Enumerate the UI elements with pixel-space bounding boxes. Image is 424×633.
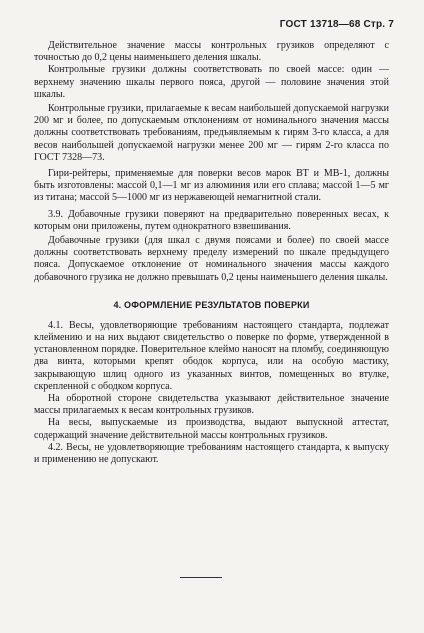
paragraph: Контрольные грузики, прилагаемые к весам наибольшей допускаемой нагрузки 200 мг и более, по допускаемым отклонениям от номинального значения массы должны соответствовать требованиям, предъявляемым к гирям 3-го класса, а для весов наибольшей допускаемой нагрузки менее 200 мг — гирям 2-го класса по ГОСТ 7328—73.: [34, 103, 389, 163]
paragraph: На оборотной стороне свидетельства указывают действительное значение массы прилагаемых к весам контрольных грузиков.: [34, 393, 389, 417]
paragraph: 3.9. Добавочные грузики поверяют на предварительно поверенных весах, к которым они приложены, путем однократного взвешивания.: [34, 208, 389, 232]
paragraph: Гири-рейтеры, применяемые для поверки весов марок ВТ и МВ-1, должны быть изготовлены: массой 0,1—1 мг из алюминия или его сплава; массой 1—5 мг из титана; массой 5—1000 мг из нержавеющей немагнитной стали.: [34, 168, 389, 204]
paragraph: На весы, выпускаемые из производства, выдают выпускной аттестат, содержащий значение действительной массы контрольных грузиков.: [34, 417, 389, 441]
paragraph: 4.1. Весы, удовлетворяющие требованиям настоящего стандарта, подлежат клеймению и на них выдают свидетельство о поверке по форме, утвержденной в установленном порядке. Поверительное клеймо наносят на пломбу, соединяющую два винта, которыми крепят ободок корпуса, или на особую мастику, закрывающую шлиц одного из указанных винтов, помещенных во втулке, скрепленной с ободком корпуса.: [34, 319, 389, 392]
paragraph: 4.2. Весы, не удовлетворяющие требованиям настоящего стандарта, к выпуску и применению не допускают.: [34, 441, 389, 466]
document-body: [34, 40, 389, 466]
paragraph: Добавочные грузики (для шкал с двумя поясами и более) по своей массе должны соответствовать верхнему пределу измерений по шкале предыдущего пояса. Допускаемое отклонение от номинального значения массы каждого добавочного грузика не должно превышать 0,2 цены наименьшего деления шкалы.: [34, 235, 389, 283]
end-rule: [180, 577, 222, 578]
paragraph: Контрольные грузики должны соответствовать по своей массе: один — верхнему значению шкалы первого пояса, другой — половине значения этой шкалы.: [34, 64, 389, 100]
paragraph: Действительное значение массы контрольных грузиков определяют с точностью до 0,2 цены наименьшего деления шкалы.: [34, 40, 389, 64]
section-title: 4. ОФОРМЛЕНИЕ РЕЗУЛЬТАТОВ ПОВЕРКИ: [113, 299, 310, 310]
page-header: ГОСТ 13718—68 Стр. 7: [279, 19, 394, 30]
